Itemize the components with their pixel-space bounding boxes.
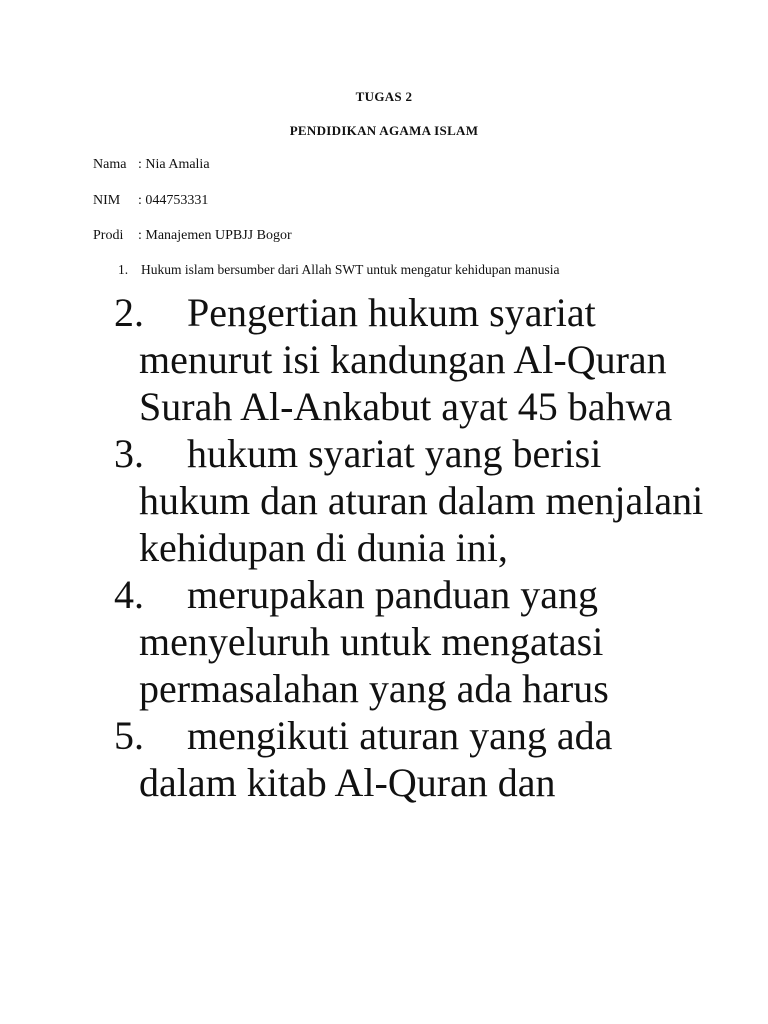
list-item-text: merupakan panduan yang menyeluruh untuk mengatasi permasalahan yang ada harus [139, 572, 609, 711]
student-name-row [93, 157, 210, 173]
list-item-text: hukum syariat yang berisi hukum dan aturan dalam menjalani kehidupan di dunia ini, [139, 431, 704, 570]
list-item-text: Pengertian hukum syariat menurut isi kandungan Al-Quran Surah Al-Ankabut ayat 45 bahwa [139, 290, 673, 429]
prodi-label: Prodi [93, 228, 124, 243]
list-item-1 [118, 262, 560, 278]
list-item-5 [114, 712, 714, 806]
list-item-3 [114, 430, 714, 571]
student-nim-row [93, 193, 208, 209]
list-item-text: Hukum islam bersumber dari Allah SWT untuk mengatur kehidupan manusia [141, 262, 560, 277]
list-item-4 [114, 571, 714, 712]
list-item-number: 2. [114, 290, 144, 335]
nim-label: NIM [93, 193, 121, 208]
student-prodi-row [93, 228, 292, 244]
name-value: : Nia Amalia [138, 157, 210, 172]
list-item-number: 3. [114, 431, 144, 476]
answer-list [114, 289, 714, 806]
list-item-number: 4. [114, 572, 144, 617]
list-item-number: 5. [114, 713, 144, 758]
list-item-text: mengikuti aturan yang ada dalam kitab Al-Quran dan [139, 713, 613, 805]
list-item-2 [114, 289, 714, 430]
document-title: TUGAS 2 [355, 89, 413, 104]
list-item-number: 1. [118, 262, 129, 277]
prodi-value: : Manajemen UPBJJ Bogor [138, 228, 292, 243]
document-subtitle: PENDIDIKAN AGAMA ISLAM [289, 123, 479, 138]
nim-value: : 044753331 [138, 193, 209, 208]
name-label: Nama [93, 157, 127, 172]
